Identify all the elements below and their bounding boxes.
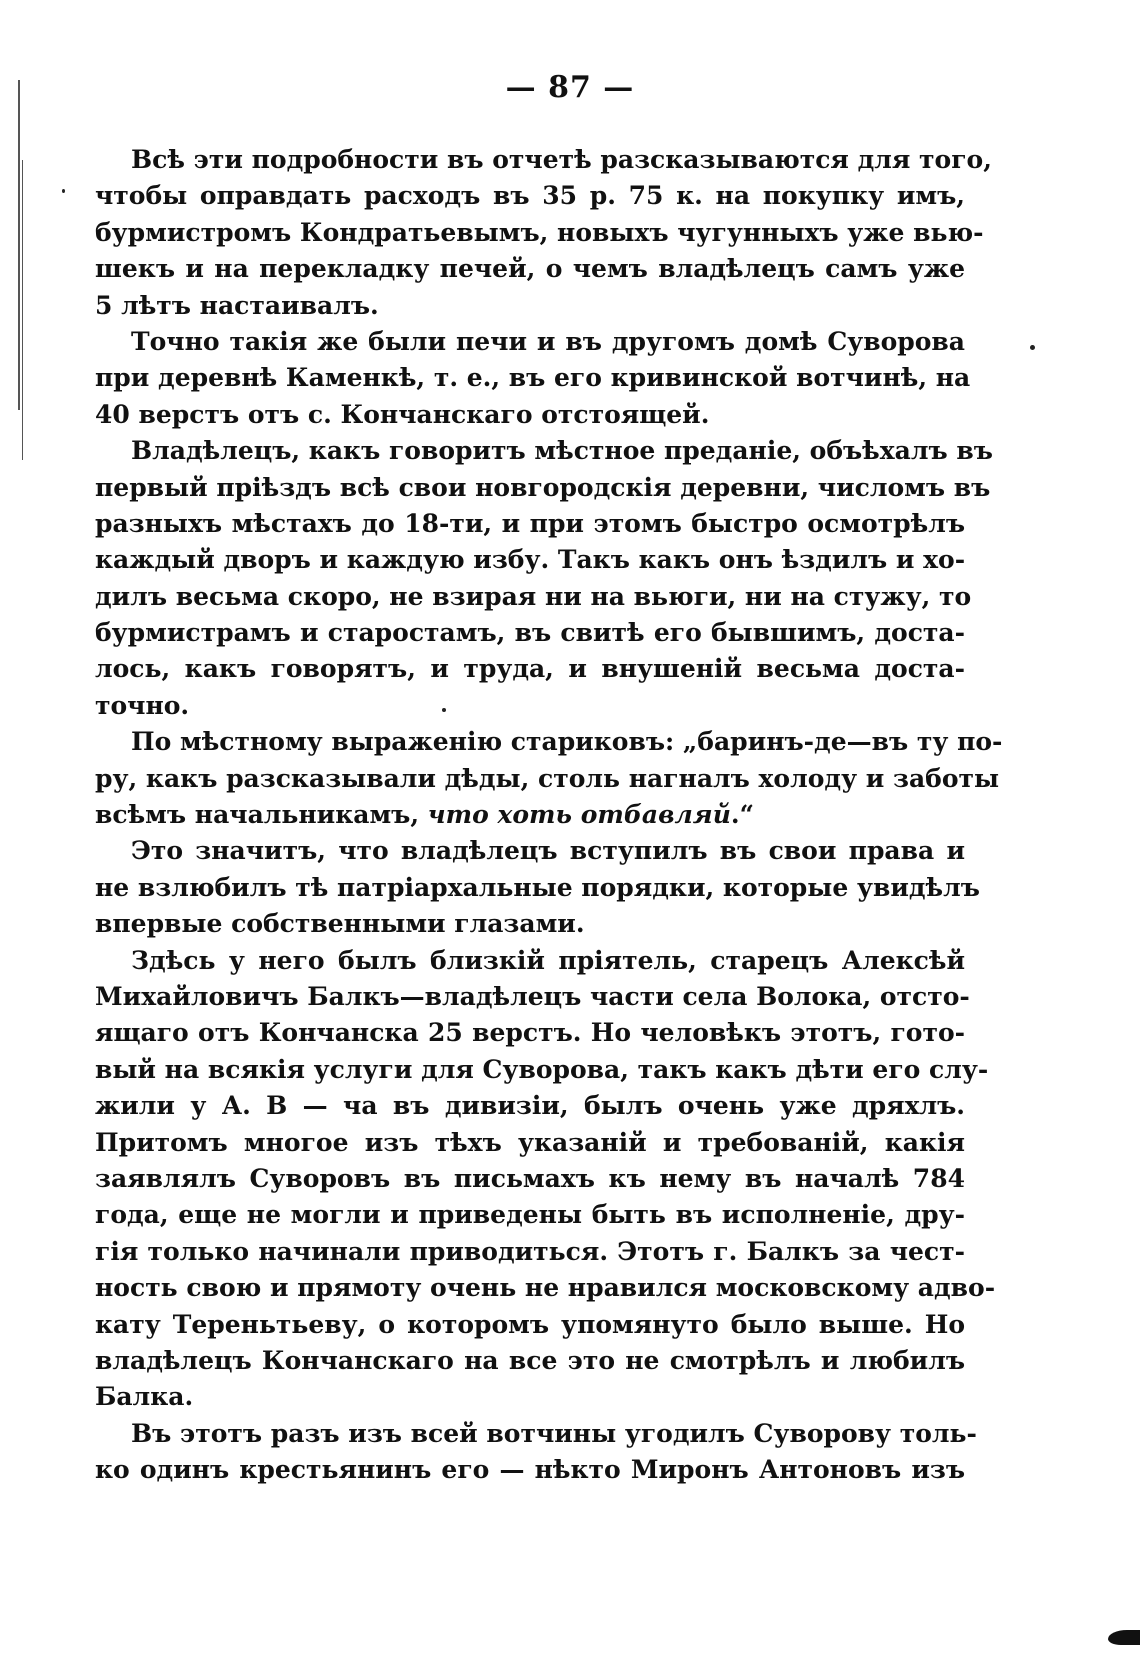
text-line-content: первый пріѣздъ всѣ свои новгородскія деревни, числомъ въ [95, 472, 991, 502]
text-line [95, 215, 984, 251]
text-line [95, 288, 965, 324]
text-line-content: Здѣсь у него былъ близкій пріятель, старецъ Алексѣй [131, 945, 965, 975]
text-line-content: Въ этотъ разъ изъ всей вотчины угодилъ Суворову толь- [131, 1418, 977, 1448]
text-line [95, 724, 1003, 760]
text-line [95, 397, 965, 433]
text-line [95, 797, 965, 833]
text-line [95, 651, 965, 687]
text-line [95, 1197, 965, 1233]
text-line-content: Точно такія же были печи и въ другомъ домѣ Суворова [131, 326, 965, 356]
text-line [95, 833, 965, 869]
emphasis-text: что хоть отбавляй [427, 800, 731, 830]
text-line [95, 688, 965, 724]
margin-rule [18, 80, 20, 410]
text-line [95, 579, 972, 615]
text-line-content: вый на всякія услуги для Суворова, такъ какъ дѣти его слу- [95, 1054, 989, 1084]
ink-speck [442, 708, 446, 712]
margin-rule [22, 160, 23, 460]
text-line-content: бурмистрамъ и старостамъ, въ свитѣ его бывшимъ, доста- [95, 618, 965, 648]
text-line [95, 1161, 965, 1197]
text-line-content: лось, какъ говорятъ, и труда, и внушеній весьма доста- [95, 654, 965, 684]
text-line-content: всѣмъ начальникамъ, [95, 800, 428, 830]
text-line [95, 979, 970, 1015]
ink-speck [1030, 345, 1035, 350]
text-line [95, 1270, 996, 1306]
text-line [95, 506, 965, 542]
page-number: — 87 — [505, 70, 635, 105]
text-line-content: впервые собственными глазами. [95, 909, 585, 939]
text-line-content: не взлюбилъ тѣ патріархальные порядки, которые увидѣлъ [95, 872, 980, 902]
text-line-content: ящаго отъ Кончанска 25 верстъ. Но человѣкъ этотъ, гото- [95, 1018, 965, 1048]
text-line-content: кату Тереньтьеву, о которомъ упомянуто было выше. Но [95, 1309, 965, 1339]
text-line-content: По мѣстному выраженію стариковъ: „баринъ-де—въ ту по- [131, 727, 1003, 757]
text-line-content: гія только начинали приводиться. Этотъ г. Балкъ за чест- [95, 1236, 965, 1266]
text-line-content: каждый дворъ и каждую избу. Такъ какъ онъ ѣздилъ и хо- [95, 545, 966, 575]
text-line-content: ру, какъ разсказывали дѣды, столь нагналъ холоду и заботы [95, 763, 1000, 793]
text-line [95, 1416, 977, 1452]
text-line-content: разныхъ мѣстахъ до 18-ти, и при этомъ быстро осмотрѣлъ [95, 508, 965, 538]
text-line-content: заявлялъ Суворовъ въ письмахъ къ нему въ началѣ 784 [95, 1163, 965, 1193]
text-line-content: владѣлецъ Кончанскаго на все это не смотрѣлъ и любилъ [95, 1345, 965, 1375]
text-line-content: Михайловичъ Балкъ—владѣлецъ части села Волока, отсто- [95, 981, 970, 1011]
text-line [95, 324, 965, 360]
text-line [95, 1307, 965, 1343]
text-line-content: года, еще не могли и приведены быть въ исполненіе, дру- [95, 1200, 965, 1230]
text-line-content: шекъ и на перекладку печей, о чемъ владѣлецъ самъ уже [95, 254, 965, 284]
text-line-content: Всѣ эти подробности въ отчетѣ разсказываются для того, [131, 145, 992, 174]
text-line-content: точно. [95, 690, 190, 720]
text-line [95, 542, 965, 578]
body-text [95, 142, 1003, 1488]
text-line-content: Балка. [95, 1382, 194, 1412]
text-line [95, 1052, 989, 1088]
text-line-content: Притомъ многое изъ тѣхъ указаній и требованій, какія [95, 1127, 965, 1157]
text-line [95, 1452, 965, 1488]
text-line-content: Это значитъ, что владѣлецъ вступилъ въ свои права и [131, 836, 965, 866]
text-line [95, 142, 992, 178]
text-line-content: ко одинъ крестьянинъ его — нѣкто Миронъ Антоновъ изъ [95, 1455, 965, 1485]
text-line-content: 40 верстъ отъ с. Кончанскаго отстоящей. [95, 399, 710, 429]
text-line [95, 761, 1000, 797]
text-line [95, 360, 971, 396]
text-line [95, 943, 965, 979]
text-line [95, 1125, 965, 1161]
text-line [95, 470, 991, 506]
text-line [95, 178, 965, 214]
text-line [95, 433, 993, 469]
page-corner-mark [1108, 1630, 1140, 1645]
text-line [95, 1234, 965, 1270]
text-line-content: Владѣлецъ, какъ говоритъ мѣстное преданіе, объѣхалъ въ [131, 436, 993, 466]
text-line [95, 615, 965, 651]
text-line-content: ность свою и прямоту очень не нравился московскому адво- [95, 1273, 996, 1303]
text-line [95, 870, 980, 906]
text-line-content: дилъ весьма скоро, не взирая ни на вьюги, ни на стужу, то [95, 581, 972, 611]
text-line-content: бурмистромъ Кондратьевымъ, новыхъ чугунныхъ уже вью- [95, 217, 984, 247]
text-line-content: жили у А. В — ча въ дивизіи, былъ очень уже дряхлъ. [95, 1091, 965, 1121]
text-line [95, 906, 965, 942]
text-line [95, 1088, 965, 1124]
ink-speck [62, 189, 65, 193]
text-line-content: 5 лѣтъ настаивалъ. [95, 290, 379, 320]
closing-quote: .“ [730, 800, 754, 830]
text-line [95, 1015, 965, 1051]
text-line-content: чтобы оправдать расходъ въ 35 р. 75 к. на покупку имъ, [95, 181, 965, 211]
text-line [95, 251, 965, 287]
text-line [95, 1343, 965, 1379]
text-line [95, 1379, 965, 1415]
text-line-content: при деревнѣ Каменкѣ, т. е., въ его кривинской вотчинѣ, на [95, 363, 971, 393]
